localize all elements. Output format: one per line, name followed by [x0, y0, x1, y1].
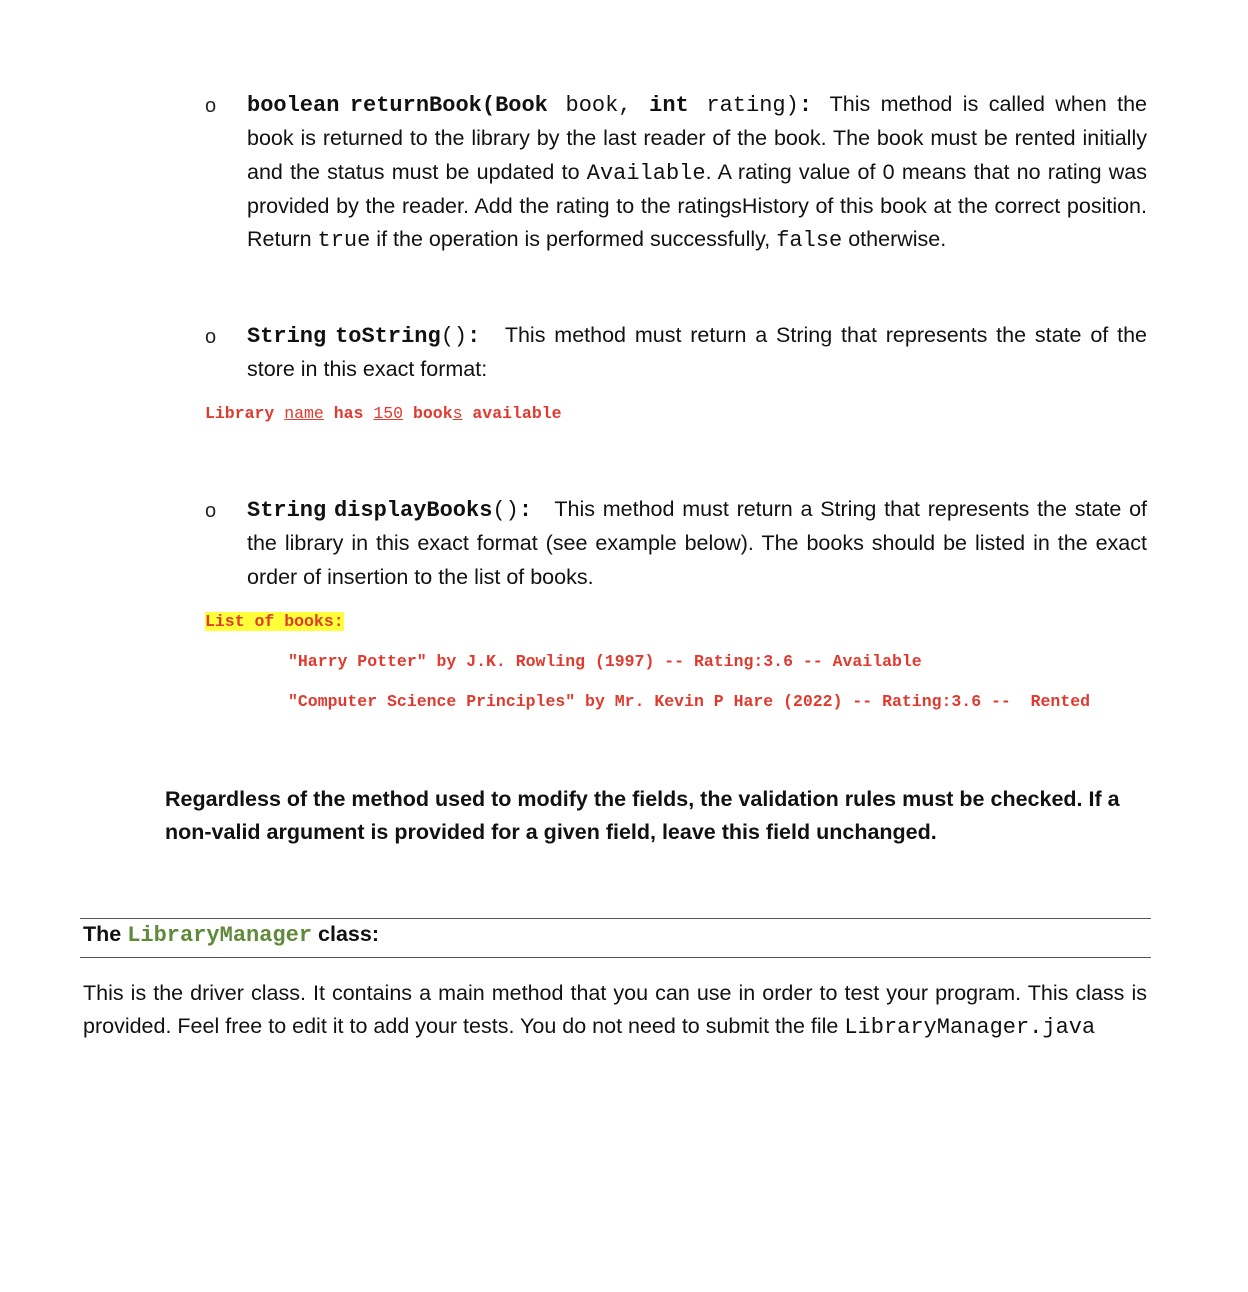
example-placeholder-name: name [284, 404, 324, 423]
library-manager-heading [83, 922, 379, 948]
example-placeholder-count: 150 [373, 404, 404, 423]
displaybooks-example-header [205, 612, 344, 631]
validation-notice: Regardless of the method used to modify the fields, the validation rules must be checked. If a non-valid argument is provided for a given field, leave this field unchanged. [165, 787, 1120, 845]
returnbook-description [247, 88, 1147, 257]
param-name: book, [547, 93, 650, 118]
code-available: Available [586, 160, 706, 186]
colon: : [467, 324, 497, 349]
example-word: book [412, 404, 453, 423]
tostring-return-type: String [247, 324, 327, 349]
colon: : [518, 498, 548, 523]
desc-text: . A rating value of 0 means that no rating was provided by the reader. Add the rating to the ratingsHistory of this book at the correct position. Return [247, 159, 1147, 252]
paren: ( [481, 93, 496, 118]
parens: () [440, 324, 468, 349]
returnbook-return-type: boolean [247, 93, 340, 118]
heading-prefix: The [83, 922, 128, 946]
param-type: int [649, 93, 689, 118]
bullet-marker: o [205, 500, 217, 522]
example-word: Library [205, 404, 275, 423]
example-plural-s: s [452, 404, 463, 423]
parens: () [492, 498, 519, 523]
section-divider [80, 918, 1151, 919]
desc-text: This method must return a String that represents the state of the store in this exact format: [247, 323, 1148, 382]
param-type: Book [495, 93, 548, 118]
library-manager-description [83, 977, 1147, 1044]
example-word: available [472, 404, 562, 423]
param-name: rating) [688, 93, 799, 118]
tostring-description [247, 319, 1147, 387]
returnbook-method-name: returnBook [349, 93, 482, 118]
desc-text: This is the driver class. It contains a main method that you can use in order to test your program. This class is provided. Feel free to edit it to add your tests. You do not need to submit the file [83, 981, 1147, 1038]
class-name: LibraryManager [127, 923, 313, 948]
code-false: false [776, 228, 843, 254]
bullet-marker: o [205, 326, 217, 348]
displaybooks-method-name: displayBooks [333, 498, 493, 523]
tostring-method-name: toString [335, 324, 441, 349]
file-name: LibraryManager.java [844, 1014, 1096, 1040]
displaybooks-description [247, 493, 1147, 594]
desc-text: This method is called when the book is returned to the library by the last reader of the book. The book must be rented initially and the status must be updated to [247, 92, 1147, 184]
desc-text: This method must return a String that represents the state of the library in this exact format (see example below). The books should be listed in the exact order of insertion to the list of books. [247, 497, 1148, 589]
displaybooks-example-line: "Harry Potter" by J.K. Rowling (1997) -- Rating:3.6 -- Available [288, 652, 922, 671]
desc-text: otherwise. [842, 227, 947, 252]
highlighted-header: List of books: [205, 612, 344, 631]
code-true: true [317, 228, 371, 254]
colon: : [798, 93, 830, 118]
displaybooks-example-line: "Computer Science Principles" by Mr. Kevin P Hare (2022) -- Rating:3.6 -- Rented [288, 692, 1091, 711]
displaybooks-return-type: String [247, 498, 327, 523]
tostring-example [205, 404, 562, 423]
section-divider [80, 957, 1151, 958]
example-word: has [333, 404, 364, 423]
bullet-marker: o [205, 95, 217, 117]
desc-text: if the operation is performed successfully, [370, 227, 777, 252]
heading-suffix: class: [312, 922, 379, 946]
